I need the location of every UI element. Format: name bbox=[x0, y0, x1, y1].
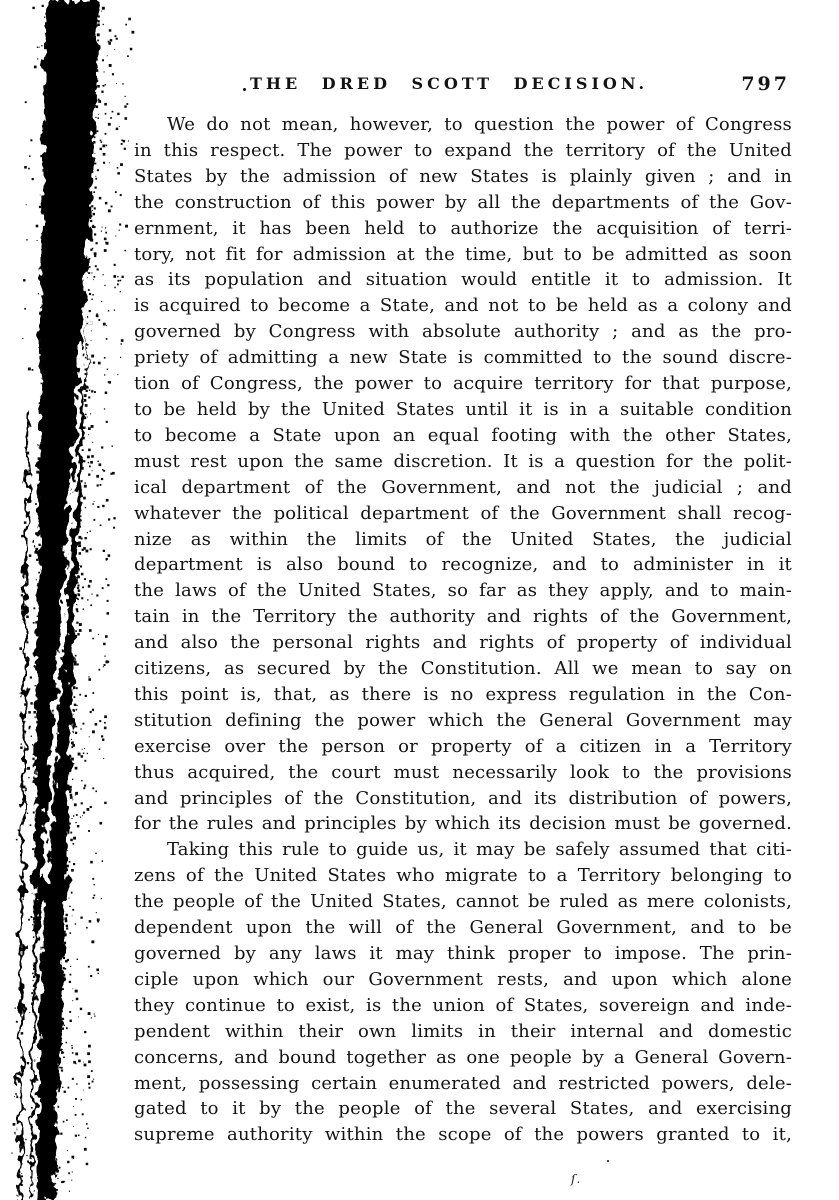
text-line: tory, not fit for admission at the time, but to be admitted as soon bbox=[134, 243, 792, 265]
text-line: We do not mean, however, to question the power of Congress bbox=[167, 114, 792, 135]
text-line: zens of the United States who migrate to a Territory belonging to bbox=[134, 865, 792, 887]
text-line: gated to it by the people of the several States, and exercising bbox=[134, 1098, 792, 1120]
text-line: tion of Congress, the power to acquire territory for that purpose, bbox=[134, 373, 792, 395]
text-line: the laws of the United States, so far as they apply, and to main- bbox=[134, 580, 792, 602]
text-line: tain in the Territory the authority and rights of the Government, bbox=[134, 606, 792, 628]
text-line: must rest upon the same discretion. It is a question for the polit- bbox=[134, 450, 792, 472]
text-line: priety of admitting a new State is committed to the sound discre- bbox=[134, 347, 792, 369]
text-line: dependent upon the will of the General Government, and to be bbox=[134, 917, 792, 939]
text-line: ical department of the Government, and not the judicial ; and bbox=[134, 476, 792, 498]
text-line: the people of the United States, cannot be ruled as mere colonists, bbox=[134, 891, 792, 913]
text-line: is acquired to become a State, and not to be held as a colony and bbox=[134, 295, 792, 317]
running-head bbox=[134, 74, 792, 98]
paragraph bbox=[134, 837, 792, 1148]
text-line: governed by Congress with absolute authority ; and as the pro- bbox=[134, 321, 792, 343]
text-line: whatever the political department of the Government shall recog- bbox=[134, 502, 792, 524]
text-line: nize as within the limits of the United States, the judicial bbox=[134, 528, 792, 550]
text-line: stitution defining the power which the General Government may bbox=[134, 709, 792, 731]
text-line: in this respect. The power to expand the territory of the United bbox=[134, 139, 792, 161]
scan-speck bbox=[607, 1160, 609, 1162]
text-line: Taking this rule to guide us, it may be safely assumed that citi- bbox=[167, 839, 792, 861]
text-line: pendent within their own limits in their internal and domestic bbox=[134, 1020, 792, 1042]
text-line: for the rules and principles by which its decision must be governed. bbox=[134, 813, 792, 835]
text-line: exercise over the person or property of a citizen in a Territory bbox=[134, 735, 792, 757]
text-line: the construction of this power by all the departments of the Gov- bbox=[134, 191, 792, 213]
page-number: 797 bbox=[741, 73, 790, 95]
paragraph bbox=[134, 112, 792, 837]
scan-binding-artifact bbox=[0, 0, 150, 1200]
text-line: ciple upon which our Government rests, and upon which alone bbox=[134, 968, 792, 990]
text-line: they continue to exist, is the union of States, sovereign and inde- bbox=[134, 994, 792, 1016]
text-line: States by the admission of new States is plainly given ; and in bbox=[134, 165, 792, 187]
scan-speck bbox=[243, 88, 246, 91]
text-line: department is also bound to recognize, and to administer in it bbox=[134, 554, 792, 576]
text-line: and principles of the Constitution, and its distribution of powers, bbox=[134, 787, 792, 809]
text-line: as its population and situation would entitle it to admission. It bbox=[134, 269, 792, 291]
text-line: ment, possessing certain enumerated and restricted powers, dele- bbox=[134, 1072, 792, 1094]
printers-mark: ſ. bbox=[571, 1172, 582, 1186]
text-line: and also the personal rights and rights of property of individual bbox=[134, 632, 792, 654]
text-line: ernment, it has been held to authorize the acquisition of terri- bbox=[134, 217, 792, 239]
text-line: governed by any laws it may think proper to impose. The prin- bbox=[134, 943, 792, 964]
text-line: to be held by the United States until it is in a suitable condition bbox=[134, 398, 792, 420]
text-line: supreme authority within the scope of the powers granted to it, bbox=[134, 1124, 792, 1146]
text-line: to become a State upon an equal footing with the other States, bbox=[134, 424, 792, 446]
text-line: this point is, that, as there is no express regulation in the Con- bbox=[134, 683, 792, 705]
text-line: citizens, as secured by the Constitution. All we mean to say on bbox=[134, 658, 792, 680]
text-line: thus acquired, the court must necessarily look to the provisions bbox=[134, 761, 792, 783]
text-line: concerns, and bound together as one people by a General Govern- bbox=[134, 1046, 792, 1068]
page-title: THE DRED SCOTT DECISION. bbox=[249, 74, 649, 93]
body-text bbox=[134, 112, 792, 1148]
